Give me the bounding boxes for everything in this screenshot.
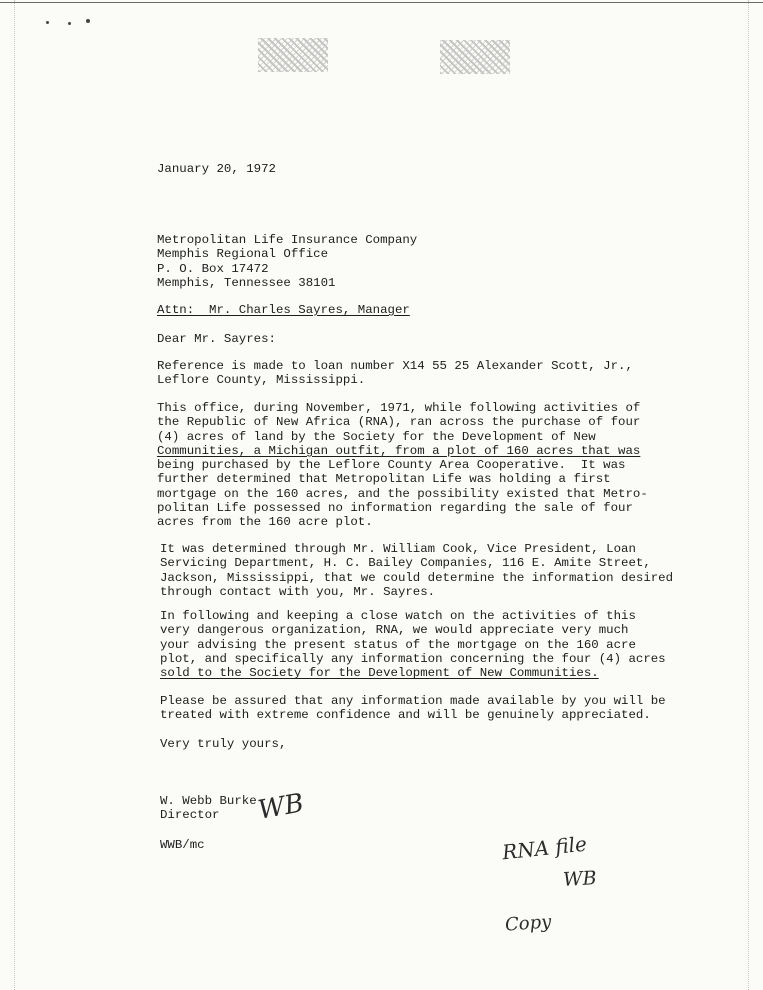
- scan-margin-left: [14, 0, 15, 990]
- scan-speck: [68, 22, 71, 25]
- paragraph-line: Please be assured that any information made available by you will be: [160, 694, 666, 708]
- paragraph-line: your advising the present status of the mortgage on the 160 acre: [160, 637, 636, 652]
- handwritten-initials-mark: WB: [255, 788, 307, 826]
- letter-date: January 20, 1972: [157, 162, 276, 176]
- handwritten-note-file: RNA file: [500, 831, 588, 865]
- closing: Very truly yours,: [160, 737, 287, 751]
- salutation: Dear Mr. Sayres:: [157, 332, 276, 346]
- recipient-address: [157, 233, 417, 290]
- paragraph-line: further determined that Metropolitan Life was holding a first: [157, 472, 611, 487]
- scan-speck: [46, 21, 49, 24]
- scan-smudge: [258, 38, 328, 72]
- signer-name: W. Webb Burke: [160, 794, 257, 808]
- address-line: P. O. Box 17472: [157, 261, 269, 276]
- paragraph-line: Servicing Department, H. C. Bailey Companies, 116 E. Amite Street,: [160, 556, 651, 571]
- paragraph-line: through contact with you, Mr. Sayres.: [160, 584, 436, 599]
- paragraph-line: plot, and specifically any information concerning the four (4) acres: [160, 651, 666, 666]
- paragraph-line: very dangerous organization, RNA, we would appreciate very much: [160, 623, 629, 638]
- paragraph-line: the Republic of New Africa (RNA), ran across the purchase of four: [157, 415, 641, 430]
- address-line: Memphis Regional Office: [157, 247, 329, 262]
- scan-speck: [86, 19, 90, 23]
- scan-top-edge: [0, 2, 763, 3]
- scan-smudge: [440, 40, 510, 74]
- paragraph-assurance: [160, 694, 666, 723]
- paragraph-request: [160, 609, 666, 680]
- paragraph-line: politan Life possessed no information regarding the sale of four: [157, 501, 633, 516]
- paragraph-reference: [157, 359, 633, 388]
- paragraph-line: being purchased by the Leflore County Area Cooperative. It was: [157, 458, 626, 473]
- paragraph-line: Reference is made to loan number X14 55 25 Alexander Scott, Jr.,: [157, 359, 633, 373]
- paragraph-line: mortgage on the 160 acres, and the possibility existed that Metro-: [157, 486, 648, 501]
- paragraph-line: Jackson, Mississippi, that we could determine the information desired: [160, 570, 674, 585]
- address-line: Metropolitan Life Insurance Company: [157, 233, 418, 247]
- paragraph-line: This office, during November, 1971, while following activities of: [157, 401, 641, 415]
- typist-initials: WWB/mc: [160, 838, 205, 852]
- address-line: Memphis, Tennessee 38101: [157, 275, 336, 290]
- paragraph-line: Leflore County, Mississippi.: [157, 373, 366, 388]
- handwritten-note-initials: WB: [562, 867, 598, 891]
- handwritten-note-copy: Copy: [504, 911, 552, 936]
- signer-title: Director: [160, 808, 220, 823]
- paragraph-line: sold to the Society for the Development of New Communities.: [160, 666, 599, 681]
- paragraph-line: (4) acres of land by the Society for the Development of New: [157, 429, 596, 444]
- paragraph-line: It was determined through Mr. William Cook, Vice President, Loan: [160, 542, 636, 556]
- paragraph-contact: [160, 542, 673, 599]
- attention-line: Attn: Mr. Charles Sayres, Manager: [157, 303, 410, 317]
- paragraph-findings: [157, 401, 648, 530]
- scan-margin-right: [748, 0, 749, 990]
- paragraph-line: In following and keeping a close watch on the activities of this: [160, 609, 636, 623]
- paragraph-line: Communities, a Michigan outfit, from a plot of 160 acres that was: [157, 443, 641, 458]
- paragraph-line: treated with extreme confidence and will be genuinely appreciated.: [160, 708, 651, 723]
- signature-block: [160, 794, 257, 823]
- paragraph-line: acres from the 160 acre plot.: [157, 515, 373, 530]
